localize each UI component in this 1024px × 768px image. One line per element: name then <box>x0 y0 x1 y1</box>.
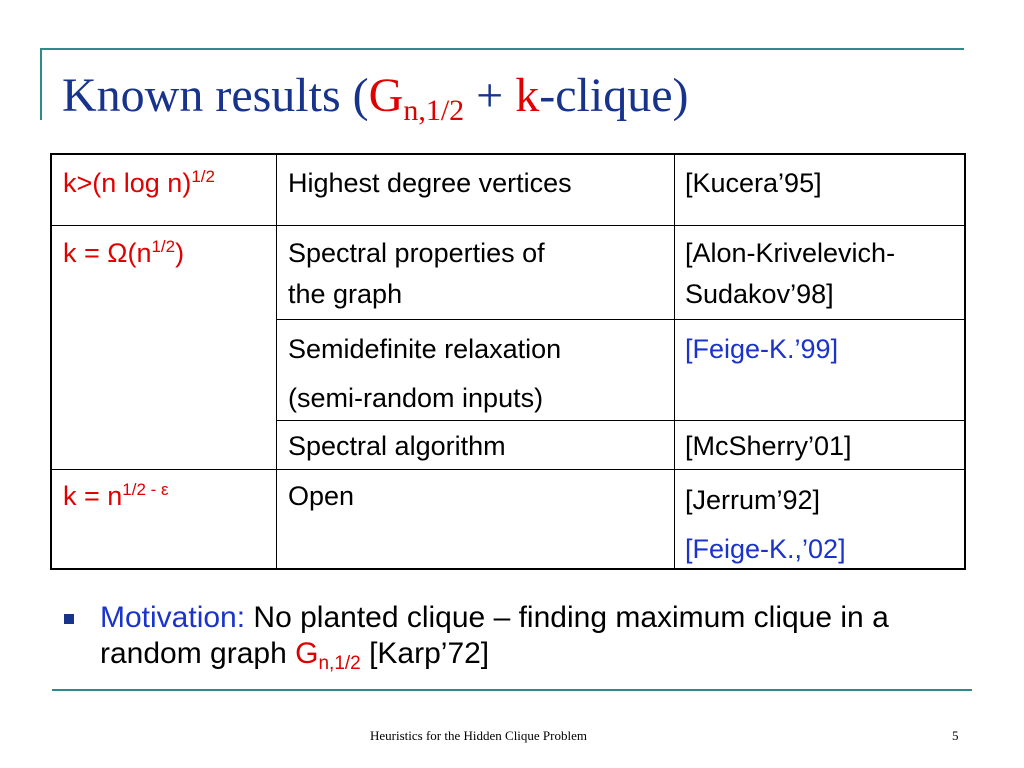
method-cell: Spectral algorithm <box>288 431 506 461</box>
table-divider <box>52 469 964 470</box>
page-number: 5 <box>952 728 959 743</box>
method-cell: Open <box>288 481 355 511</box>
reference-cell: [McSherry’01] <box>685 431 852 461</box>
condition-cell: $k = \Omega(n^{1/2})$ <box>63 237 185 268</box>
method-cell: Semidefinite relaxation (semi-random inputs) <box>288 334 562 413</box>
bullet-marker <box>64 614 74 624</box>
reference-cell: [Feige-K.’99] <box>685 334 839 364</box>
method-cell: Highest degree vertices <box>288 168 572 198</box>
reference-cell: [Kucera’95] <box>685 168 822 198</box>
method-cell: Spectral properties of the graph <box>288 238 545 309</box>
table-divider <box>276 155 277 568</box>
condition-cell: $k = n^{1/2 - \varepsilon}$ <box>63 480 169 511</box>
motivation-paragraph: Motivation: No planted clique – finding maximum clique in a random graph $G_{n,1/2}$ [Karp’72] <box>100 601 889 674</box>
reference-cell: [Alon-Krivelevich- Sudakov’98] <box>685 238 896 309</box>
footer-text: Heuristics for the Hidden Clique Problem <box>370 728 587 743</box>
condition-cell: k>(n log n)$^{1/2}$ <box>63 167 215 198</box>
decor-line-left <box>40 48 42 120</box>
table-divider <box>52 225 964 226</box>
decor-line-bottom <box>52 689 972 691</box>
table-divider <box>276 319 964 320</box>
results-table <box>50 153 966 570</box>
decor-line-top <box>40 48 964 50</box>
slide-title: Known results ($G_{n,1/2}$ + k-clique) <box>62 69 689 127</box>
reference-cell: [Jerrum’92] [Feige-K.,’02] <box>685 485 846 564</box>
table-divider <box>674 155 675 568</box>
